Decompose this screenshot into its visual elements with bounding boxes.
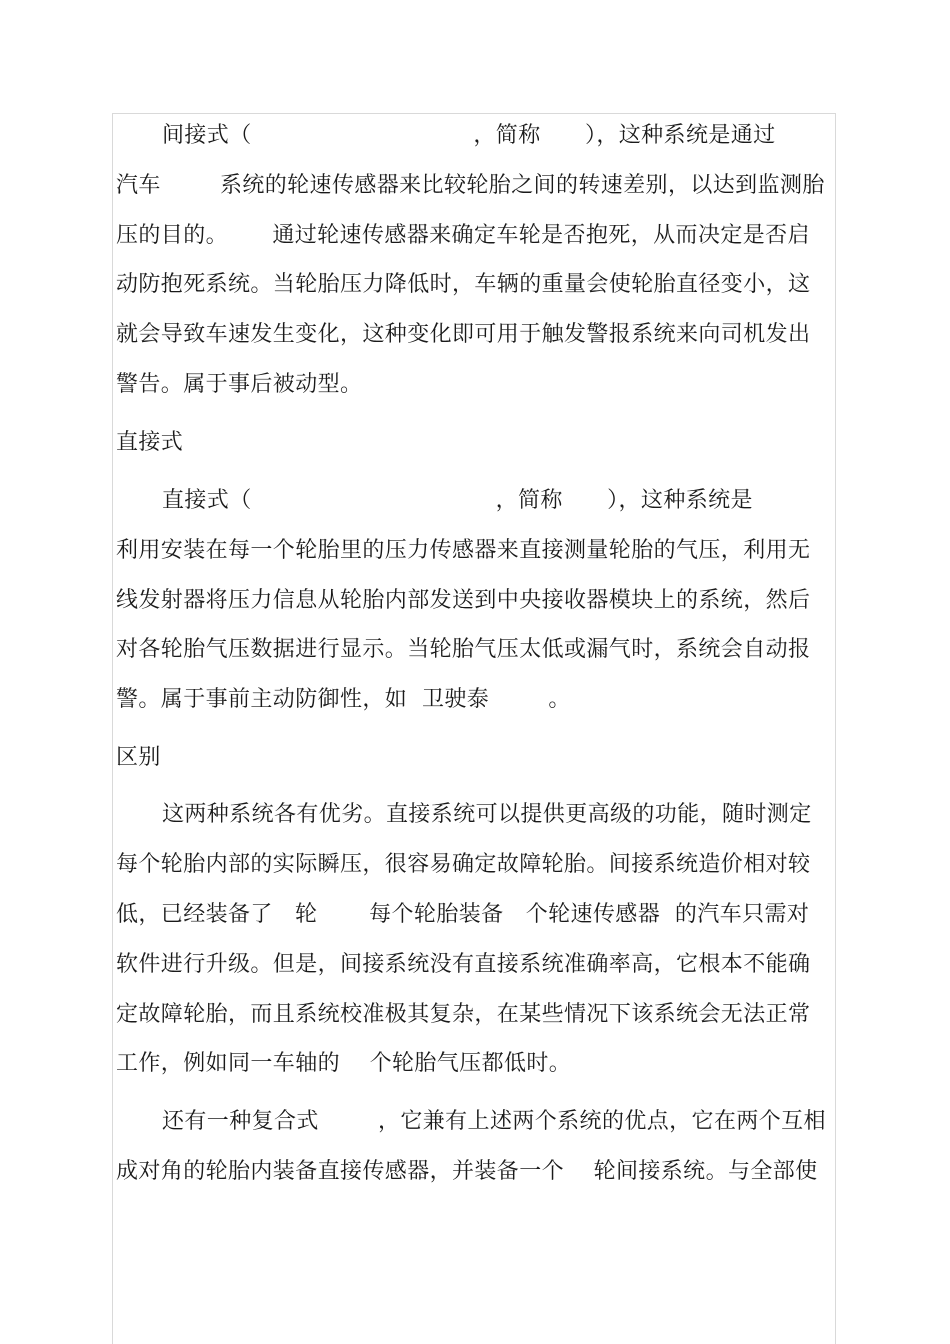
- paragraph-difference-line-3: 低，已经装备了 轮 每个轮胎装备 个轮速传感器 的汽车只需对: [116, 902, 810, 927]
- paragraph-indirect-line-5: 就会导致车速发生变化，这种变化即可用于触发警报系统来向司机发出: [116, 322, 811, 347]
- paragraph-difference-line-2: 每个轮胎内部的实际瞬压，很容易确定故障轮胎。间接系统造价相对较: [116, 852, 811, 877]
- paragraph-difference-line-5: 定故障轮胎，而且系统校准极其复杂，在某些情况下该系统会无法正常: [116, 1002, 811, 1027]
- paragraph-difference-line-6: 工作，例如同一车轴的 个轮胎气压都低时。: [116, 1051, 572, 1076]
- paragraph-difference-line-1: 这两种系统各有优劣。直接系统可以提供更高级的功能，随时测定: [162, 802, 812, 827]
- paragraph-direct-line-2: 利用安装在每一个轮胎里的压力传感器来直接测量轮胎的气压，利用无: [116, 538, 811, 563]
- paragraph-hybrid-line-2: 成对角的轮胎内装备直接传感器，并装备一个 轮间接系统。与全部使: [116, 1159, 818, 1184]
- paragraph-indirect-line-4: 动防抱死系统。当轮胎压力降低时，车辆的重量会使轮胎直径变小，这: [116, 272, 811, 297]
- paragraph-direct-line-3: 线发射器将压力信息从轮胎内部发送到中央接收器模块上的系统，然后: [116, 588, 811, 613]
- paragraph-indirect-line-6: 警告。属于事后被动型。: [116, 372, 363, 397]
- paragraph-direct-line-1: 直接式（ ，简称 ），这种系统是: [162, 488, 753, 513]
- paragraph-difference-line-4: 软件进行升级。但是，间接系统没有直接系统准确率高，它根本不能确: [116, 952, 811, 977]
- paragraph-direct-line-5: 警。属于事前主动防御性，如 卫驶泰 。: [116, 687, 571, 712]
- paragraph-indirect-line-1: 间接式（ ，简称 ），这种系统是通过: [162, 123, 776, 148]
- paragraph-hybrid-line-1: 还有一种复合式 ，它兼有上述两个系统的优点，它在两个互相: [162, 1109, 826, 1134]
- paragraph-indirect-line-2: 汽车 系统的轮速传感器来比较轮胎之间的转速差别，以达到监测胎: [116, 173, 825, 198]
- heading-direct: 直接式: [116, 430, 184, 455]
- heading-difference: 区别: [116, 745, 161, 770]
- paragraph-indirect-line-3: 压的目的。 通过轮速传感器来确定车轮是否抱死，从而决定是否启: [116, 223, 810, 248]
- paragraph-direct-line-4: 对各轮胎气压数据进行显示。当轮胎气压太低或漏气时，系统会自动报: [116, 637, 811, 662]
